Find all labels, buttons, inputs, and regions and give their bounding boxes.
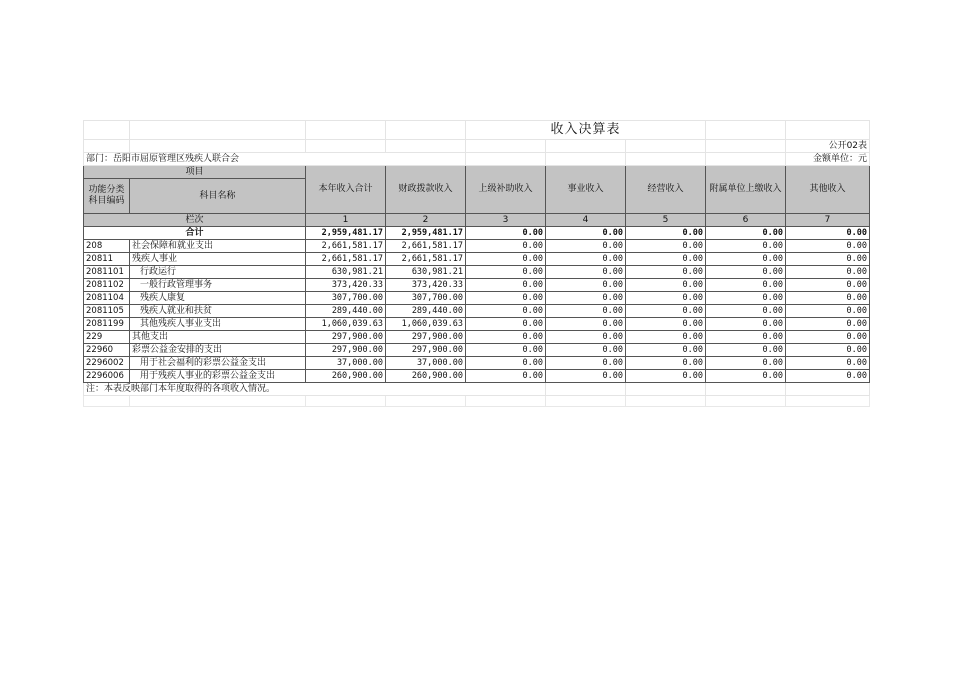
- total-cell: 0.00: [626, 227, 706, 240]
- table-row: [84, 240, 870, 253]
- row-value: 0.00: [626, 240, 706, 253]
- table-row: [84, 370, 870, 383]
- row-value: 0.00: [706, 318, 786, 331]
- row-value: 0.00: [626, 292, 706, 305]
- row-value: 0.00: [466, 305, 546, 318]
- row-name: 社会保障和就业支出: [130, 240, 306, 253]
- row-value: 0.00: [626, 357, 706, 370]
- col-other-header: 其他收入: [786, 166, 870, 214]
- col-number: 7: [786, 214, 870, 227]
- col-business-header: 事业收入: [546, 166, 626, 214]
- row-value: 0.00: [786, 279, 870, 292]
- row-value: 0.00: [706, 253, 786, 266]
- row-value: 0.00: [466, 318, 546, 331]
- row-value: 0.00: [626, 266, 706, 279]
- table-title: 收入决算表: [466, 121, 706, 140]
- col-superior-header: 上级补助收入: [466, 166, 546, 214]
- row-name: 行政运行: [130, 266, 306, 279]
- row-value: 0.00: [546, 370, 626, 383]
- row-value: 630,981.21: [306, 266, 386, 279]
- row-value: 0.00: [546, 266, 626, 279]
- row-value: 0.00: [706, 240, 786, 253]
- row-value: 297,900.00: [306, 331, 386, 344]
- row-value: 0.00: [626, 331, 706, 344]
- department-label: 部门：岳阳市屈原管理区残疾人联合会: [84, 153, 466, 166]
- row-value: 1,060,039.63: [386, 318, 466, 331]
- row-value: 0.00: [786, 266, 870, 279]
- row-value: 0.00: [626, 305, 706, 318]
- row-value: 0.00: [626, 279, 706, 292]
- row-value: 260,900.00: [306, 370, 386, 383]
- row-value: 0.00: [466, 292, 546, 305]
- col-operating-header: 经营收入: [626, 166, 706, 214]
- row-name: 一般行政管理事务: [130, 279, 306, 292]
- col-affiliated-header: 附属单位上缴收入: [706, 166, 786, 214]
- row-value: 0.00: [466, 266, 546, 279]
- row-value: 297,900.00: [386, 331, 466, 344]
- row-value: 0.00: [466, 279, 546, 292]
- row-code: 2081101: [84, 266, 130, 279]
- row-value: 0.00: [706, 344, 786, 357]
- row-value: 2,661,581.17: [386, 240, 466, 253]
- table-row: [84, 318, 870, 331]
- row-code: 2296006: [84, 370, 130, 383]
- row-value: 1,060,039.63: [306, 318, 386, 331]
- total-label: 合计: [84, 227, 306, 240]
- row-value: 0.00: [786, 357, 870, 370]
- table-row: [84, 279, 870, 292]
- row-value: 0.00: [786, 331, 870, 344]
- col-number: 4: [546, 214, 626, 227]
- table-row: [84, 357, 870, 370]
- row-value: 297,900.00: [386, 344, 466, 357]
- row-name: 残疾人就业和扶贫: [130, 305, 306, 318]
- row-name: 其他支出: [130, 331, 306, 344]
- row-name: 彩票公益金安排的支出: [130, 344, 306, 357]
- row-value: 0.00: [786, 318, 870, 331]
- row-value: 0.00: [706, 292, 786, 305]
- row-value: 0.00: [546, 357, 626, 370]
- row-value: 0.00: [786, 305, 870, 318]
- col-number: 5: [626, 214, 706, 227]
- row-value: 289,440.00: [306, 305, 386, 318]
- row-value: 0.00: [786, 292, 870, 305]
- row-value: 0.00: [786, 253, 870, 266]
- row-code: 2081102: [84, 279, 130, 292]
- func-code-header: 功能分类科目编码: [84, 179, 130, 214]
- row-value: 0.00: [706, 370, 786, 383]
- row-code: 2081104: [84, 292, 130, 305]
- table-row: [84, 266, 870, 279]
- row-name: 残疾人事业: [130, 253, 306, 266]
- row-value: 0.00: [706, 266, 786, 279]
- row-code: 2081105: [84, 305, 130, 318]
- row-value: 0.00: [626, 318, 706, 331]
- row-value: 260,900.00: [386, 370, 466, 383]
- row-value: 0.00: [546, 305, 626, 318]
- row-value: 0.00: [466, 253, 546, 266]
- row-value: 0.00: [466, 370, 546, 383]
- unit-label: 金额单位：元: [786, 153, 870, 166]
- row-value: 307,700.00: [386, 292, 466, 305]
- row-name: 用于社会福利的彩票公益金支出: [130, 357, 306, 370]
- row-value: 0.00: [626, 253, 706, 266]
- row-value: 0.00: [466, 240, 546, 253]
- total-cell: 2,959,481.17: [386, 227, 466, 240]
- row-name: 残疾人康复: [130, 292, 306, 305]
- row-value: 0.00: [546, 292, 626, 305]
- project-header: 项目: [84, 166, 306, 179]
- row-name: 其他残疾人事业支出: [130, 318, 306, 331]
- income-table: [83, 120, 870, 407]
- row-value: 0.00: [786, 344, 870, 357]
- row-code: 20811: [84, 253, 130, 266]
- row-value: 2,661,581.17: [306, 240, 386, 253]
- row-value: 0.00: [546, 279, 626, 292]
- total-cell: 0.00: [706, 227, 786, 240]
- row-code: 2296002: [84, 357, 130, 370]
- row-value: 37,000.00: [386, 357, 466, 370]
- row-code: 208: [84, 240, 130, 253]
- row-value: 307,700.00: [306, 292, 386, 305]
- total-cell: 0.00: [466, 227, 546, 240]
- row-code: 229: [84, 331, 130, 344]
- table-row: [84, 344, 870, 357]
- row-value: 0.00: [706, 331, 786, 344]
- col-total-header: 本年收入合计: [306, 166, 386, 214]
- table-row: [84, 305, 870, 318]
- table-note: 注：本表反映部门本年度取得的各项收入情况。: [84, 383, 546, 396]
- form-number: 公开02表: [786, 140, 870, 153]
- row-value: 0.00: [546, 240, 626, 253]
- row-value: 37,000.00: [306, 357, 386, 370]
- total-cell: 0.00: [546, 227, 626, 240]
- row-value: 0.00: [706, 279, 786, 292]
- table-row: [84, 253, 870, 266]
- col-fiscal-header: 财政拨款收入: [386, 166, 466, 214]
- row-name: 用于残疾人事业的彩票公益金支出: [130, 370, 306, 383]
- row-value: 630,981.21: [386, 266, 466, 279]
- row-value: 373,420.33: [306, 279, 386, 292]
- col-number: 1: [306, 214, 386, 227]
- row-value: 2,661,581.17: [386, 253, 466, 266]
- total-row: [84, 227, 870, 240]
- row-value: 0.00: [466, 344, 546, 357]
- lanci-label: 栏次: [84, 214, 306, 227]
- row-value: 0.00: [466, 357, 546, 370]
- total-cell: 0.00: [786, 227, 870, 240]
- row-value: 0.00: [466, 331, 546, 344]
- row-value: 0.00: [546, 318, 626, 331]
- spreadsheet-sheet: [83, 120, 870, 407]
- col-number: 6: [706, 214, 786, 227]
- row-value: 0.00: [786, 240, 870, 253]
- row-value: 297,900.00: [306, 344, 386, 357]
- col-number: 2: [386, 214, 466, 227]
- row-value: 0.00: [546, 253, 626, 266]
- col-number: 3: [466, 214, 546, 227]
- table-row: [84, 331, 870, 344]
- total-cell: 2,959,481.17: [306, 227, 386, 240]
- row-value: 0.00: [706, 357, 786, 370]
- row-value: 289,440.00: [386, 305, 466, 318]
- row-value: 0.00: [546, 344, 626, 357]
- subject-name-header: 科目名称: [130, 179, 306, 214]
- row-value: 0.00: [626, 370, 706, 383]
- row-value: 0.00: [546, 331, 626, 344]
- row-code: 22960: [84, 344, 130, 357]
- row-value: 0.00: [786, 370, 870, 383]
- row-value: 0.00: [706, 305, 786, 318]
- row-value: 373,420.33: [386, 279, 466, 292]
- row-value: 0.00: [626, 344, 706, 357]
- table-row: [84, 292, 870, 305]
- row-code: 2081199: [84, 318, 130, 331]
- row-value: 2,661,581.17: [306, 253, 386, 266]
